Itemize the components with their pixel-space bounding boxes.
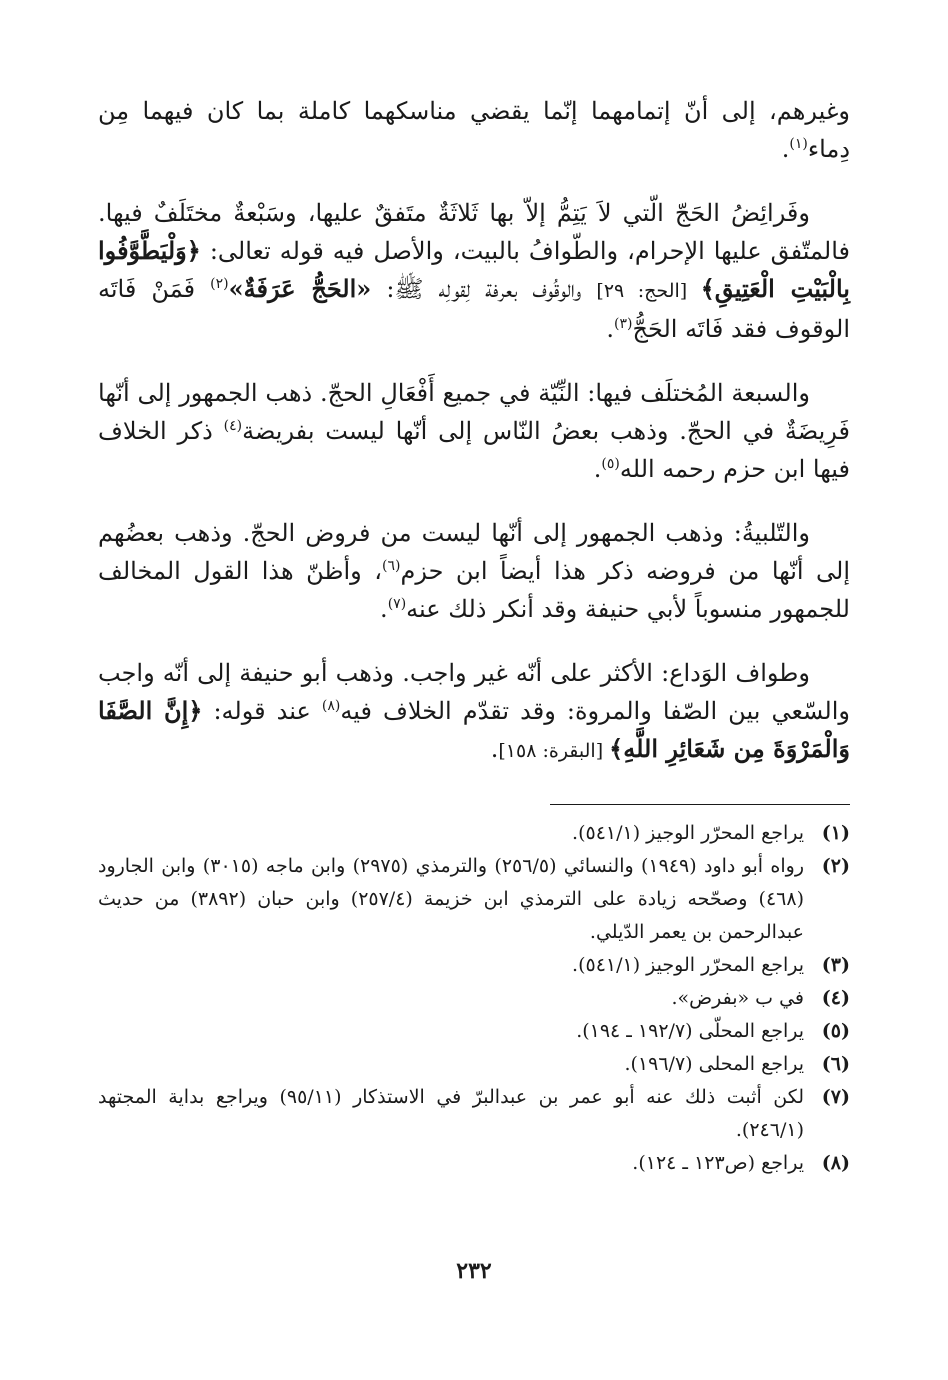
- text-run: .: [490, 735, 499, 763]
- footnote-number: (٦): [821, 1053, 850, 1075]
- footnote-marker: (٤): [223, 418, 243, 434]
- footnote-text: يراجع المحرّر الوجيز (٥٤١/١).: [572, 954, 804, 976]
- verse-reference: [البقرة: ١٥٨]: [498, 740, 610, 762]
- quote-text: «الحَجُّ عَرَفَةٌ»: [228, 274, 372, 303]
- page-content: [98, 92, 850, 1180]
- footnote-text: يراجع المحرّر الوجيز (٥٤١/١).: [572, 822, 804, 844]
- footnote: [98, 1081, 850, 1147]
- footnote: [98, 949, 850, 982]
- footnote-number: (٢): [821, 855, 850, 877]
- text-run: والسبعة المُختلَف فيها: النِّيّة في جميع أَفْعَالِ الحجّ. ذهب الجمهور إلى أنّها فَرِيضَةٌ في الحجّ. وذهب بعضُ النّاس إلى أنّها ليست بفريضة: [98, 379, 850, 445]
- text-run: والتّلبيةُ: وذهب الجمهور إلى أنّها ليست من فروض الحجّ. وذهب بعضُهم إلى أنّها من فروضه ذكر هذا أيضاً ابن حزم: [98, 519, 850, 585]
- text-run: وفَرائِضُ الحَجّ الّتي لاَ يَتِمُّ إلاّ بها ثَلاثَةٌ متَفقٌ عليها، وسَبْعةٌ مختَلَفٌ فيها. فالمتّفق عليها الإحرام، والطّوافُ بالبيت، والأصل فيه قوله تعالى:: [98, 199, 851, 265]
- paragraph: [98, 654, 850, 770]
- verse-reference: [الحج: ٢٩]: [596, 280, 701, 302]
- quote-text: ﴿وَلْيَطَّوَّفُوا بِالْبَيْتِ الْعَتِيقِ﴾: [98, 236, 850, 303]
- footnote-marker: (١): [789, 136, 808, 152]
- footnote-number: (١): [821, 822, 850, 844]
- text-run: وطواف الوَداع: الأكثر على أنّه غير واجب. وذهب أبو حنيفة إلى أنّه واجب والسّعي بين الصّفا والمروة: وقد تقدّم الخلاف فيه: [98, 659, 851, 725]
- footnote-marker: (٦): [382, 558, 401, 574]
- footnote-text: في ب «بفرض».: [671, 987, 804, 1009]
- text-run: ، وأظنّ هذا القول المخالف للجمهور منسوباً لأبي حنيفة وقد أنكر ذلك عنه: [98, 557, 850, 623]
- paragraph: [98, 374, 850, 488]
- footnote-number: (٤): [821, 987, 850, 1009]
- text-run: .: [781, 135, 790, 163]
- footnote: [98, 1015, 850, 1048]
- paragraph: [98, 92, 850, 168]
- footnote-marker: (٧): [387, 596, 407, 612]
- footnote-separator: [550, 804, 850, 805]
- paragraph: [98, 194, 850, 348]
- footnote-number: (٣): [821, 954, 850, 976]
- text-run: .: [380, 595, 388, 623]
- text-run: فَمَنْ فَاتَه الوقوف فقد فَاتَه الحَجُّ: [98, 275, 850, 343]
- text-run: والوقُوف بعرفة لِقولِه ﷺ:: [371, 275, 597, 303]
- footnote-text: يراجع المحلى (١٩٦/٧).: [624, 1053, 804, 1075]
- footnote-marker: (٣): [614, 316, 633, 332]
- footnote: [98, 850, 850, 949]
- footnote-marker: (٨): [321, 698, 341, 714]
- text-run: ذكر الخلاف فيها ابن حزم رحمه الله: [98, 417, 850, 483]
- footnote-text: رواه أبو داود (١٩٤٩) والنسائي (٢٥٦/٥) والترمذي (٢٩٧٥) وابن ماجه (٣٠١٥) وابن الجارود (٤٦٨) وصحّحه زيادة على الترمذي ابن خزيمة (٢٥٧/٤) وابن حبان (٣٨٩٢) من حديث عبدالرحمن بن يعمر الدّيلي.: [98, 855, 804, 943]
- footnote: [98, 817, 850, 850]
- footnote-marker: (٥): [601, 456, 620, 472]
- footnote-text: لكن أثبت ذلك عنه أبو عمر بن عبدالبرّ في الاستذكار (٩٥/١١) ويراجع بداية المجتهد (٢٤٦/١).: [98, 1086, 804, 1141]
- footnote-text: يراجع المحلّى (١٩٢/٧ ـ ١٩٤).: [576, 1020, 804, 1042]
- footnote-marker: (٢): [210, 276, 229, 292]
- main-text: [98, 92, 850, 770]
- footnotes: [98, 817, 850, 1180]
- page-number: ٢٣٢: [456, 1258, 492, 1284]
- footnote: [98, 1147, 850, 1180]
- footnote-number: (٥): [821, 1020, 850, 1042]
- footnote-text: يراجع (ص١٢٣ ـ ١٢٤).: [632, 1152, 804, 1174]
- text-run: .: [593, 455, 602, 483]
- footnote-number: (٧): [821, 1086, 850, 1108]
- text-run: عند قوله:: [202, 697, 322, 725]
- footnote-number: (٨): [821, 1152, 850, 1174]
- paragraph: [98, 514, 850, 628]
- footnote: [98, 1048, 850, 1081]
- footnote: [98, 982, 850, 1015]
- quote-text: ﴿إِنَّ الصَّفَا وَالْمَرْوَةَ مِن شَعَائِرِ اللَّهِ﴾: [98, 696, 850, 763]
- text-run: .: [606, 315, 614, 343]
- text-run: وغيرهم، إلى أنّ إتمامهما إنّما يقضي مناسكهما كاملة بما كان فيهما مِن دِماء: [98, 97, 850, 163]
